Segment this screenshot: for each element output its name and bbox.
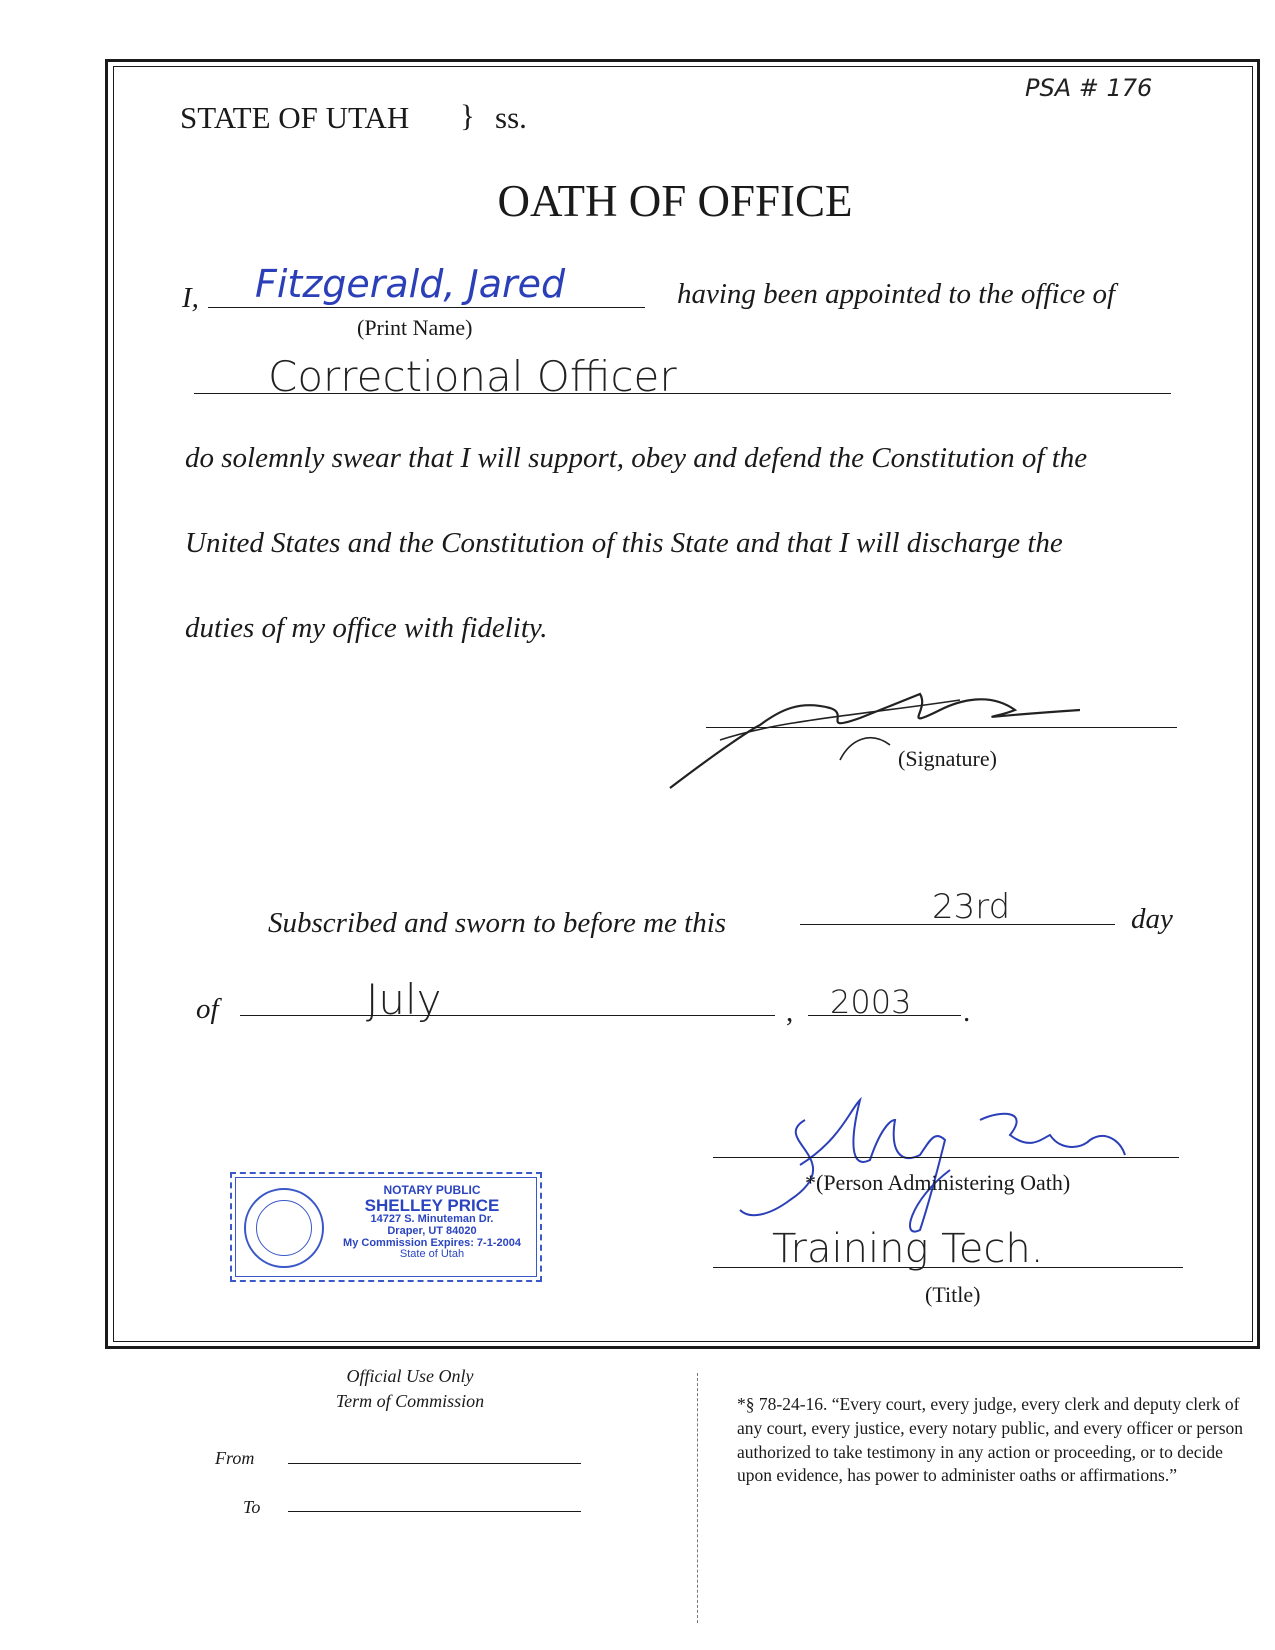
stamp-line-4: Draper, UT 84020 (387, 1224, 477, 1237)
stamp-line-1: NOTARY PUBLIC (383, 1183, 481, 1197)
body-line-3: duties of my office with fidelity. (185, 612, 548, 644)
day-label: day (1131, 903, 1173, 935)
print-name-value: Fitzgerald, Jared (255, 262, 566, 306)
body-line-2: United States and the Constitution of this State and that I will discharge the (185, 527, 1063, 559)
to-line (288, 1511, 581, 1512)
to-label: To (243, 1497, 261, 1517)
notary-stamp (230, 1172, 542, 1282)
signature-line (706, 727, 1177, 728)
print-name-line (208, 307, 645, 308)
administrator-line (713, 1157, 1179, 1158)
title-caption: (Title) (925, 1282, 981, 1307)
stamp-line-2: SHELLEY PRICE (364, 1195, 500, 1215)
office-line (194, 393, 1171, 394)
year-value: 2003 (830, 983, 912, 1021)
period: . (963, 996, 971, 1028)
administrator-signature-mark (730, 1080, 1150, 1240)
appointed-text: having been appointed to the office of (677, 278, 1116, 310)
of-label: of (196, 993, 219, 1025)
page-title: OATH OF OFFICE (497, 176, 853, 226)
sworn-text: Subscribed and sworn to before me this (268, 907, 727, 939)
term-label: Term of Commission (335, 1391, 485, 1411)
day-line (800, 924, 1115, 925)
corner-note: PSA # 176 (1025, 74, 1153, 102)
administrator-caption: *(Person Administering Oath) (805, 1170, 1071, 1195)
state-heading: STATE OF UTAH (180, 100, 410, 135)
from-label: From (215, 1448, 255, 1468)
year-line (808, 1015, 961, 1016)
signature-caption: (Signature) (898, 746, 997, 771)
from-line (288, 1463, 581, 1464)
notary-seal-icon (244, 1188, 324, 1268)
month-value: July (366, 975, 442, 1024)
comma: , (786, 996, 794, 1028)
print-name-caption: (Print Name) (357, 315, 473, 340)
footer-divider (697, 1373, 698, 1623)
stamp-line-3: 14727 S. Minuteman Dr. (370, 1213, 494, 1226)
i-label: I, (182, 282, 199, 314)
stamp-line-6: State of Utah (399, 1248, 465, 1261)
office-value: Correctional Officer (268, 352, 677, 401)
title-value: Training Tech. (772, 1226, 1044, 1272)
stamp-line-5: My Commission Expires: 7-1-2004 (343, 1236, 521, 1249)
title-line (713, 1267, 1183, 1268)
brace: } (460, 98, 475, 133)
month-line (240, 1015, 775, 1016)
statute-text: *§ 78-24-16. “Every court, every judge, every clerk and deputy clerk of any court, every justice, every notary public, and every officer or person authorized to take testimony in any action or proceeding, or to decide upon evidence, has power to administer oaths or affirmations.” (737, 1394, 1244, 1486)
ss-label: ss. (495, 100, 527, 135)
body-line-1: do solemnly swear that I will support, obey and defend the Constitution of the (185, 442, 1088, 474)
signature-mark (660, 670, 1130, 800)
official-use-label: Official Use Only (346, 1366, 474, 1386)
day-value: 23rd (932, 887, 1011, 927)
